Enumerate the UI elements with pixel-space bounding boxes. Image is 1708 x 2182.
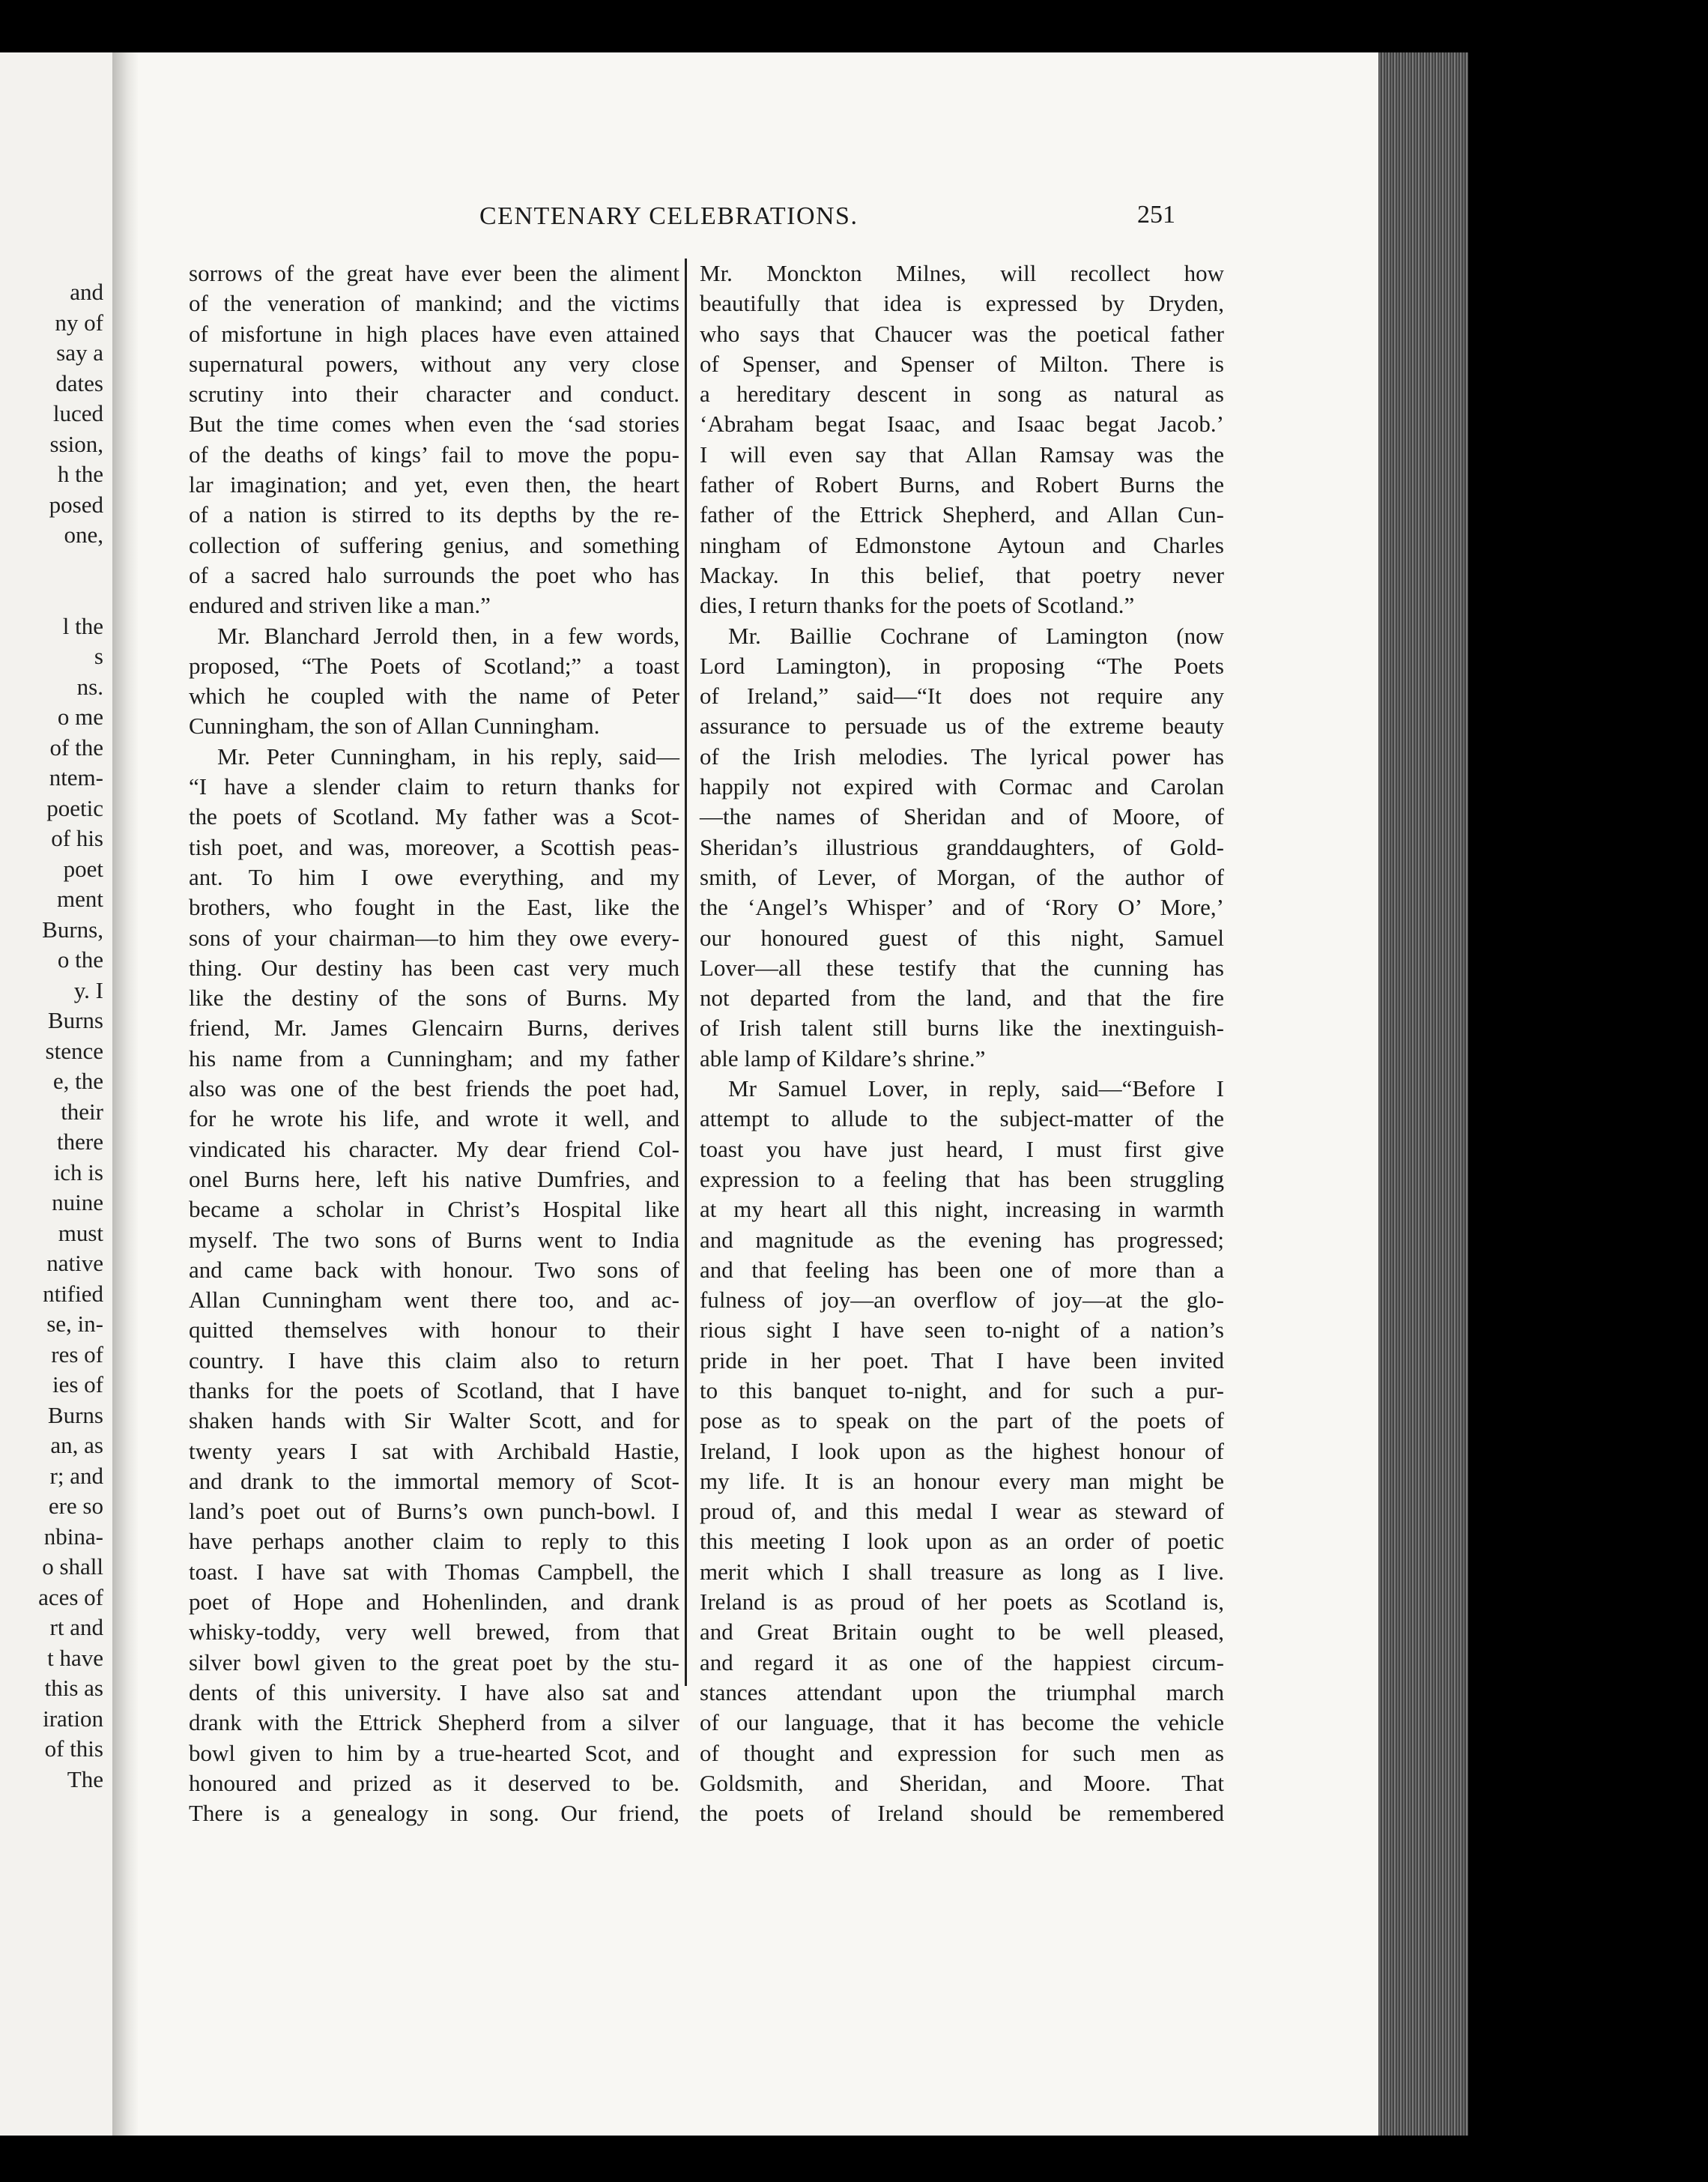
previous-page-text-fragment: l the [62, 612, 103, 639]
text-line: not departed from the land, and that the fire [700, 985, 1224, 1012]
previous-page-text-fragment: nbina- [43, 1523, 103, 1550]
text-line: poet of Hope and Hohenlinden, and drank [189, 1589, 679, 1616]
previous-page-text-fragment: s [94, 643, 103, 669]
text-line: and Great Britain ought to be well pleased, [700, 1619, 1224, 1645]
text-line: have perhaps another claim to reply to this [189, 1528, 679, 1555]
text-line: beautifully that idea is expressed by Dryden, [700, 290, 1224, 317]
text-line: bowl given to him by a true-hearted Scot, and [189, 1739, 679, 1766]
text-line: toast you have just heard, I must first give [700, 1135, 1224, 1162]
previous-page-text-fragment: ssion, [49, 430, 103, 457]
text-line: endured and striven like a man.” [189, 592, 491, 619]
previous-page-text-fragment: ich is [53, 1158, 103, 1185]
previous-page-text-fragment: and [70, 279, 103, 305]
text-line: Mackay. In this belief, that poetry never [700, 561, 1224, 588]
text-line: also was one of the best friends the poet had, [189, 1075, 679, 1102]
text-line: ant. To him I owe everything, and my [189, 863, 679, 890]
text-line: Sheridan’s illustrious granddaughters, of Gold- [700, 833, 1224, 860]
text-column-left [189, 259, 679, 1828]
previous-page-text-fragment: their [61, 1098, 103, 1125]
text-line: Mr. Peter Cunningham, in his reply, said— [217, 743, 679, 770]
text-line: of Spenser, and Spenser of Milton. There is [700, 350, 1224, 377]
previous-page-text-fragment: iration [43, 1705, 103, 1732]
text-line: sorrows of the great have ever been the aliment [189, 260, 679, 286]
page-edges [1378, 52, 1468, 2136]
previous-page-text-fragment: poet [63, 855, 103, 882]
previous-page-text-fragment: nuine [52, 1189, 103, 1215]
text-line: whisky-toddy, very well brewed, from that [189, 1619, 679, 1645]
text-line: of thought and expression for such men as [700, 1739, 1224, 1766]
text-line: smith, of Lever, of Morgan, of the author of [700, 863, 1224, 890]
text-line: and came back with honour. Two sons of [189, 1256, 679, 1283]
text-line: thanks for the poets of Scotland, that I have [189, 1376, 679, 1403]
previous-page-text-fragment: posed [49, 491, 103, 518]
text-line: silver bowl given to the great poet by the stu- [189, 1648, 679, 1675]
text-line: able lamp of Kildare’s shrine.” [700, 1045, 986, 1072]
text-line: of a nation is stirred to its depths by the re- [189, 501, 679, 528]
text-line: which he coupled with the name of Peter [189, 683, 679, 710]
previous-page-text-fragment: must [58, 1219, 103, 1246]
text-line: his name from a Cunningham; and my father [189, 1045, 679, 1072]
previous-page-text-fragment: stence [45, 1037, 103, 1064]
text-line: proud of, and this medal I wear as steward of [700, 1498, 1224, 1525]
text-line: ningham of Edmonstone Aytoun and Charles [700, 531, 1224, 558]
text-line: myself. The two sons of Burns went to India [189, 1226, 679, 1253]
previous-page-text-fragment: rt and [49, 1614, 103, 1640]
text-line: scrutiny into their character and conduct. [189, 381, 679, 408]
previous-page-text-fragment: res of [51, 1341, 103, 1367]
text-line: of Irish talent still burns like the inextinguish- [700, 1015, 1224, 1042]
text-line: But the time comes when even the ‘sad stories [189, 411, 679, 438]
text-line: of Ireland,” said—“It does not require any [700, 683, 1224, 710]
previous-page-text-fragment: poetic [46, 794, 103, 821]
text-line: There is a genealogy in song. Our friend, [189, 1800, 679, 1827]
text-line: of our language, that it has become the vehicle [700, 1709, 1224, 1736]
text-line: Mr. Monckton Milnes, will recollect how [700, 260, 1224, 286]
text-line: Mr. Blanchard Jerrold then, in a few words, [217, 622, 679, 649]
previous-page-text-fragment: Burns [47, 1007, 103, 1033]
page-number: 251 [1137, 201, 1175, 229]
previous-page-text-fragment: of this [44, 1735, 103, 1762]
text-line: country. I have this claim also to return [189, 1347, 679, 1373]
text-line: rious sight I have seen to-night of a nation’s [700, 1317, 1224, 1344]
previous-page-text-fragment: ment [57, 886, 103, 912]
text-line: of a sacred halo surrounds the poet who has [189, 561, 679, 588]
previous-page-text-fragment: there [57, 1128, 103, 1155]
text-line: Ireland is as proud of her poets as Scotland is, [700, 1589, 1224, 1616]
text-line: vindicated his character. My dear friend Col- [189, 1135, 679, 1162]
text-line: and magnitude as the evening has progressed; [700, 1226, 1224, 1253]
previous-page-text-fragment: ies of [52, 1371, 103, 1397]
text-line: land’s poet out of Burns’s own punch-bowl. I [189, 1498, 679, 1525]
previous-page-text-fragment: se, in- [46, 1311, 103, 1337]
previous-page-text-fragment: an, as [50, 1432, 103, 1458]
text-line: pose as to speak on the part of the poets of [700, 1407, 1224, 1434]
text-line: at my heart all this night, increasing in warmth [700, 1196, 1224, 1223]
text-line: of the Irish melodies. The lyrical power has [700, 743, 1224, 770]
previous-page-text-fragment: t have [47, 1644, 103, 1671]
text-line: merit which I shall treasure as long as I live. [700, 1558, 1224, 1585]
previous-page-text-fragment: Burns, [42, 916, 103, 943]
text-line: twenty years I sat with Archibald Hastie, [189, 1437, 679, 1464]
text-line: and drank to the immortal memory of Scot- [189, 1467, 679, 1494]
text-line: expression to a feeling that has been struggling [700, 1165, 1224, 1192]
text-line: supernatural powers, without any very close [189, 350, 679, 377]
text-line: and that feeling has been one of more than a [700, 1256, 1224, 1283]
text-column-right [700, 259, 1224, 1828]
text-line: like the destiny of the sons of Burns. My [189, 985, 679, 1012]
previous-page-text-fragment: ns. [76, 673, 103, 700]
text-line: dies, I return thanks for the poets of Scotland.” [700, 592, 1135, 619]
previous-page-text-fragment: one, [64, 522, 103, 548]
text-line: of the deaths of kings’ fail to move the popu- [189, 441, 679, 468]
text-line: ‘Abraham begat Isaac, and Isaac begat Jacob.’ [700, 411, 1224, 438]
text-line: stances attendant upon the triumphal march [700, 1678, 1224, 1705]
text-line: quitted themselves with honour to their [189, 1317, 679, 1344]
text-line: collection of suffering genius, and something [189, 531, 679, 558]
previous-page-text-fragment: r; and [49, 1462, 103, 1489]
text-line: for he wrote his life, and wrote it well, and [189, 1105, 679, 1132]
previous-page-text-fragment: dates [55, 369, 103, 396]
previous-page-text-fragment: of the [49, 734, 103, 761]
text-line: drank with the Ettrick Shepherd from a silver [189, 1709, 679, 1736]
text-line: I will even say that Allan Ramsay was the [700, 441, 1224, 468]
text-line: Lover—all these testify that the cunning has [700, 954, 1224, 981]
text-line: a hereditary descent in song as natural as [700, 381, 1224, 408]
previous-page-text-fragment: Burns [47, 1401, 103, 1428]
text-line: my life. It is an honour every man might be [700, 1467, 1224, 1494]
previous-page-text-fragment: o the [57, 946, 103, 973]
text-line: brothers, who fought in the East, like the [189, 894, 679, 921]
previous-page-text-fragment: h the [57, 461, 103, 487]
previous-page-text-fragment: aces of [38, 1583, 103, 1610]
text-line: friend, Mr. James Glencairn Burns, derives [189, 1015, 679, 1042]
text-line: the poets of Scotland. My father was a Scot- [189, 803, 679, 830]
text-line: of misfortune in high places have even attained [189, 320, 679, 347]
text-line: —the names of Sheridan and of Moore, of [700, 803, 1224, 830]
previous-page-text-fragment: luced [52, 400, 103, 426]
previous-page-text-fragment: ntified [43, 1280, 103, 1307]
book-gutter [112, 52, 138, 2136]
text-line: Goldsmith, and Sheridan, and Moore. That [700, 1769, 1224, 1796]
text-line: the poets of Ireland should be remembered [700, 1800, 1224, 1827]
text-line: to this banquet to-night, and for such a pur- [700, 1376, 1224, 1403]
text-line: our honoured guest of this night, Samuel [700, 924, 1224, 951]
text-line: “I have a slender claim to return thanks for [189, 773, 679, 800]
running-head: CENTENARY CELEBRATIONS. [479, 202, 858, 230]
text-line: became a scholar in Christ’s Hospital like [189, 1196, 679, 1223]
previous-page-fragment [0, 52, 112, 2136]
text-line: toast. I have sat with Thomas Campbell, the [189, 1558, 679, 1585]
text-line: lar imagination; and yet, even then, the heart [189, 471, 679, 498]
text-line: Ireland, I look upon as the highest honour of [700, 1437, 1224, 1464]
text-line: father of the Ettrick Shepherd, and Allan Cun- [700, 501, 1224, 528]
text-line: and regard it as one of the happiest circum- [700, 1648, 1224, 1675]
text-line: father of Robert Burns, and Robert Burns the [700, 471, 1224, 498]
previous-page-text-fragment: ere so [48, 1493, 103, 1519]
text-line: the ‘Angel’s Whisper’ and of ‘Rory O’ More,’ [700, 894, 1224, 921]
previous-page-text-fragment: of his [51, 825, 103, 851]
previous-page-text-fragment: say a [56, 339, 103, 366]
text-line: tish poet, and was, moreover, a Scottish peas- [189, 833, 679, 860]
previous-page-text-fragment: o me [57, 704, 103, 730]
previous-page-text-fragment: this as [44, 1675, 103, 1701]
text-line: assurance to persuade us of the extreme beauty [700, 713, 1224, 740]
previous-page-text-fragment: The [67, 1765, 103, 1792]
text-line: Mr Samuel Lover, in reply, said—“Before I [728, 1075, 1224, 1102]
text-line: happily not expired with Cormac and Carolan [700, 773, 1224, 800]
text-line: onel Burns here, left his native Dumfries, and [189, 1165, 679, 1192]
previous-page-text-fragment: ny of [55, 309, 103, 336]
text-line: fulness of joy—an overflow of joy—at the glo- [700, 1287, 1224, 1314]
text-line: pride in her poet. That I have been invited [700, 1347, 1224, 1373]
text-line: attempt to allude to the subject-matter of the [700, 1105, 1224, 1132]
text-line: of the veneration of mankind; and the victims [189, 290, 679, 317]
text-line: dents of this university. I have also sat and [189, 1678, 679, 1705]
previous-page-text-fragment: native [46, 1250, 103, 1276]
column-divider [685, 259, 687, 1686]
text-line: sons of your chairman—to him they owe every- [189, 924, 679, 951]
text-line: this meeting I look upon as an order of poetic [700, 1528, 1224, 1555]
text-line: honoured and prized as it deserved to be. [189, 1769, 679, 1796]
text-line: thing. Our destiny has been cast very much [189, 954, 679, 981]
text-line: Allan Cunningham went there too, and ac- [189, 1287, 679, 1314]
previous-page-text-fragment: e, the [52, 1068, 103, 1094]
text-line: Lord Lamington), in proposing “The Poets [700, 652, 1224, 679]
text-line: proposed, “The Poets of Scotland;” a toast [189, 652, 679, 679]
text-line: who says that Chaucer was the poetical father [700, 320, 1224, 347]
text-line: Cunningham, the son of Allan Cunningham. [189, 713, 600, 740]
text-line: Mr. Baillie Cochrane of Lamington (now [728, 622, 1224, 649]
previous-page-text-fragment: ntem- [49, 764, 103, 791]
text-line: shaken hands with Sir Walter Scott, and for [189, 1407, 679, 1434]
previous-page-text-fragment: o shall [42, 1553, 103, 1580]
previous-page-text-fragment: y. I [73, 976, 103, 1003]
